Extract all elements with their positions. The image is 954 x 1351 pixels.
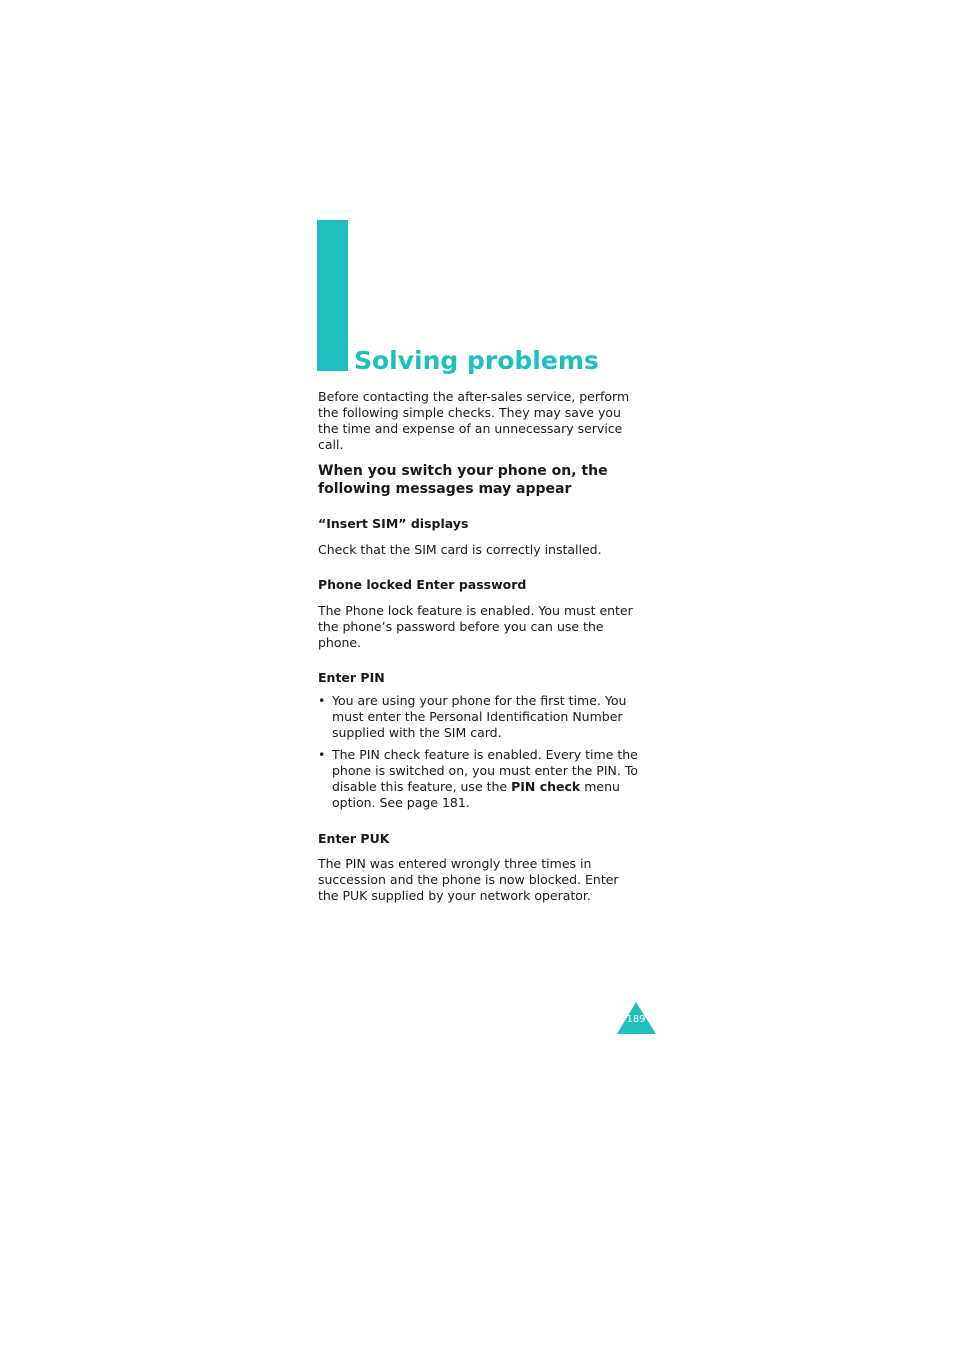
bullet-2-text-start: The PIN check feature is enabled. Every time the phone is switched on, you must enter the PIN. To disable this feature, use the	[332, 747, 638, 794]
list-item	[318, 747, 640, 811]
enter-pin-bullet-1: You are using your phone for the first time. You must enter the Personal Identification Number supplied with the SIM card.	[332, 693, 627, 740]
phone-locked-heading: Phone locked Enter password	[318, 577, 527, 592]
intro-paragraph: Before contacting the after-sales service, perform the following simple checks. They may save you the time and expense of an unnecessary service call.	[318, 389, 630, 452]
enter-puk-text: The PIN was entered wrongly three times in succession and the phone is now blocked. Enter the PUK supplied by your network operator.	[318, 856, 619, 903]
enter-pin-heading: Enter PIN	[318, 670, 385, 685]
bullet-2-text-end: menu option. See page 181.	[332, 779, 620, 810]
enter-pin-bullet-2	[332, 747, 638, 810]
page-number-marker	[617, 1002, 657, 1034]
pin-check-menu-name: PIN check	[511, 779, 581, 794]
bullet-icon: •	[318, 747, 326, 762]
phone-locked-text: The Phone lock feature is enabled. You must enter the phone’s password before you can use the phone.	[318, 603, 633, 650]
chapter-accent-bar	[317, 220, 348, 371]
page-title: Solving problems	[354, 346, 599, 375]
bullet-icon: •	[318, 693, 326, 708]
enter-pin-list	[318, 693, 640, 811]
insert-sim-heading: “Insert SIM” displays	[318, 516, 469, 531]
list-item	[318, 693, 640, 741]
enter-puk-heading: Enter PUK	[318, 831, 390, 846]
section-heading: When you switch your phone on, the following messages may appear	[318, 463, 608, 497]
insert-sim-text: Check that the SIM card is correctly installed.	[318, 542, 602, 557]
page-number: 189	[626, 1014, 646, 1025]
intro-block	[318, 389, 638, 453]
